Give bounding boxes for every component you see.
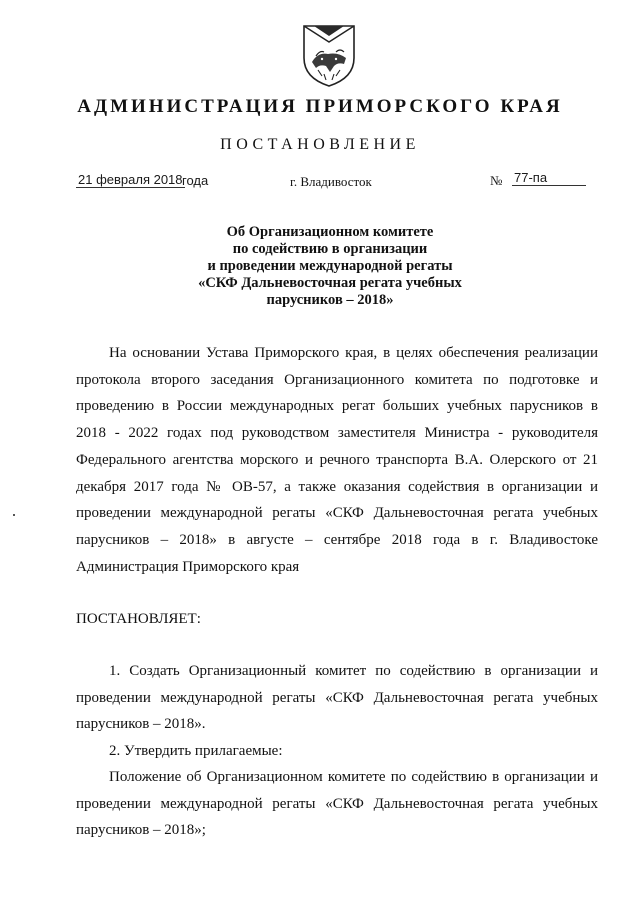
item2-block	[76, 738, 598, 765]
document-type: ПОСТАНОВЛЕНИЕ	[220, 136, 420, 153]
title-line: и проведении международной регаты	[207, 258, 453, 274]
item1-paragraph: 1. Создать Организационный комитет по содействию в организации и проведении международной регаты «СКФ Дальневосточная регата учебных парусников – 2018».	[76, 663, 598, 733]
item2-sub1-paragraph: Положение об Организационном комитете по содействию в организации и проведении международной регаты «СКФ Дальневосточная регата учебных парусников – 2018»;	[76, 769, 598, 839]
preamble-paragraph: На основании Устава Приморского края, в целях обеспечения реализации протокола второго заседания Организационного комитета по подготовке и проведению в России международных регат больших учебных парусников в 2018 - 2022 годах под руководством заместителя Министра - руководителя Федерального агентства морского и речного транспорта В.А. Олерского от 21 декабря 2017 года № ОВ-57, а также оказания содействия в организации и проведении международной регаты «СКФ Дальневосточная регата учебных парусников – 2018» в августе – сентябре 2018 года в г. Владивостоке Администрация Приморского края	[76, 345, 598, 575]
document-city: г. Владивосток	[290, 174, 372, 189]
item1-block	[76, 658, 598, 738]
date-suffix: года	[182, 173, 209, 188]
number-label: №	[490, 173, 503, 188]
document-title	[150, 224, 510, 309]
coat-of-arms-tiger-icon	[300, 22, 358, 88]
preamble-block	[76, 340, 598, 580]
title-line: по содействию в организации	[232, 241, 428, 257]
title-line: «СКФ Дальневосточная регата учебных	[198, 275, 462, 291]
document-number: 77-па	[512, 170, 586, 186]
title-line: парусников – 2018»	[266, 292, 394, 308]
item2-sub1-block	[76, 764, 598, 844]
document-date: 21 февраля 2018	[78, 172, 183, 187]
item2-paragraph: 2. Утвердить прилагаемые:	[109, 743, 283, 759]
title-line: Об Организационном комитете	[226, 224, 434, 240]
organization-name: АДМИНИСТРАЦИЯ ПРИМОРСКОГО КРАЯ	[77, 96, 563, 117]
ruling-heading: ПОСТАНОВЛЯЕТ:	[76, 611, 201, 627]
scan-speck	[13, 514, 15, 516]
